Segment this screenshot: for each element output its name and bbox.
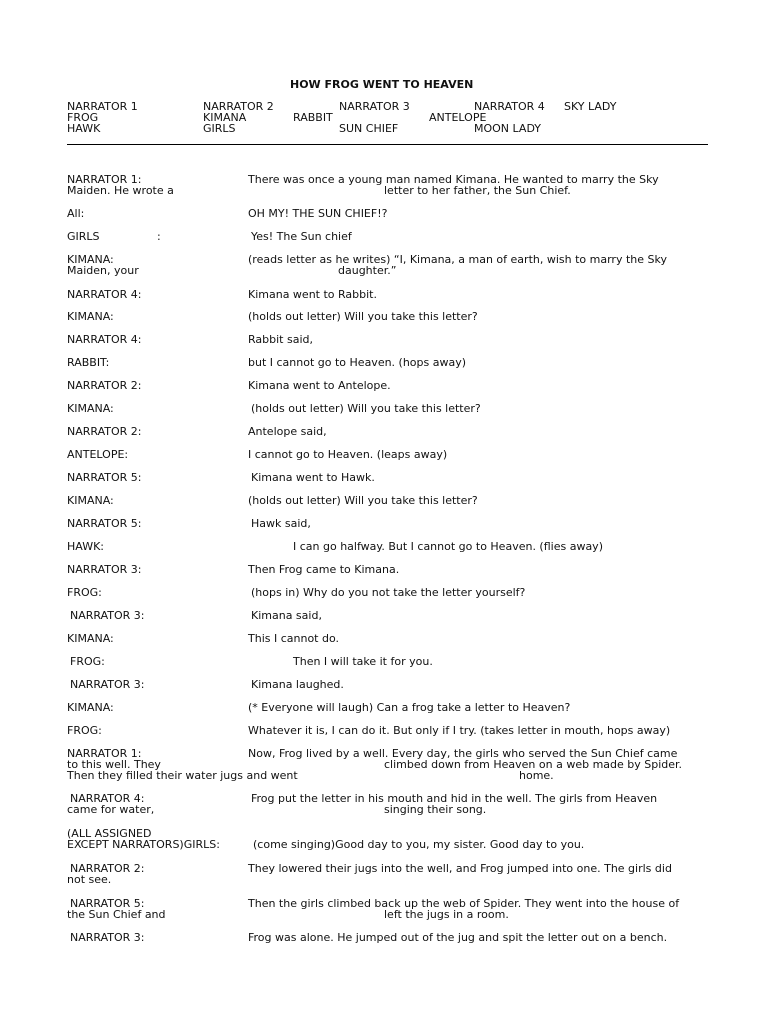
dialogue-line: Then the girls climbed back up the web of Spider. They went into the house of [248,897,680,910]
speaker-label: FROG: [67,586,102,599]
dialogue-line: (holds out letter) Will you take this letter? [248,494,478,507]
dialogue-line: They lowered their jugs into the well, and Frog jumped into one. The girls did [248,862,672,875]
speaker-label: All: [67,207,85,220]
speaker-label: NARRATOR 2: [67,425,142,438]
speaker-label: FROG: [70,655,105,668]
speaker-label: KIMANA: [67,253,114,266]
dialogue-line: Now, Frog lived by a well. Every day, the girls who served the Sun Chief came [248,747,678,760]
dialogue-line: (* Everyone will laugh) Can a frog take a letter to Heaven? [248,701,571,714]
dialogue-line-cont: climbed down from Heaven on a web made by Spider. [384,758,683,771]
cast-narrator-3: NARRATOR 3 [339,100,410,113]
dialogue-line: Kimana went to Hawk. [251,471,375,484]
dialogue-line-cont: daughter.” [338,264,397,277]
dialogue-line-wrap: Maiden. He wrote a [67,184,174,197]
cast-girls: GIRLS [203,122,236,135]
speaker-label: KIMANA: [67,632,114,645]
header-divider [67,144,708,145]
speaker-label: NARRATOR 2: [67,379,142,392]
speaker-colon: : [157,230,161,243]
dialogue-line: Then Frog came to Kimana. [248,563,400,576]
dialogue-line-wrap: Then they filled their water jugs and went [67,769,298,782]
dialogue-line: There was once a young man named Kimana. He wanted to marry the Sky [248,173,659,186]
dialogue-line: Hawk said, [251,517,311,530]
speaker-label: NARRATOR 5: [70,897,145,910]
dialogue-line-wrap: the Sun Chief and [67,908,166,921]
speaker-label: NARRATOR 4: [67,333,142,346]
dialogue-line: Kimana said, [251,609,322,622]
dialogue-line-wrap: not see. [67,873,112,886]
dialogue-line: OH MY! THE SUN CHIEF!? [248,207,388,220]
dialogue-line: This I cannot do. [248,632,340,645]
speaker-label: NARRATOR 1: [67,173,142,186]
speaker-label: NARRATOR 2: [70,862,145,875]
dialogue-line: Frog was alone. He jumped out of the jug and spit the letter out on a bench. [248,931,668,944]
cast-sky-lady: SKY LADY [564,100,617,113]
dialogue-line: Kimana laughed. [251,678,344,691]
page-title: HOW FROG WENT TO HEAVEN [290,78,474,91]
cast-narrator-4: NARRATOR 4 [474,100,545,113]
dialogue-line-cont: singing their song. [384,803,487,816]
speaker-label: ANTELOPE: [67,448,129,461]
cast-rabbit: RABBIT [293,111,333,124]
cast-antelope: ANTELOPE [429,111,487,124]
speaker-label: KIMANA: [67,310,114,323]
dialogue-line: Frog put the letter in his mouth and hid in the well. The girls from Heaven [251,792,658,805]
dialogue-line: (reads letter as he writes) “I, Kimana, a man of earth, wish to marry the Sky [248,253,667,266]
cast-narrator-1: NARRATOR 1 [67,100,138,113]
speaker-label: FROG: [67,724,102,737]
cast-kimana: KIMANA [203,111,247,124]
cast-sun-chief: SUN CHIEF [339,122,399,135]
speaker-label: HAWK: [67,540,104,553]
dialogue-line: (holds out letter) Will you take this letter? [248,310,478,323]
dialogue-line: Kimana went to Rabbit. [248,288,377,301]
cast-narrator-2: NARRATOR 2 [203,100,274,113]
speaker-label: NARRATOR 3: [70,931,145,944]
speaker-label: KIMANA: [67,494,114,507]
dialogue-line-wrap: to this well. They [67,758,161,771]
dialogue-line-cont: home. [519,769,554,782]
speaker-label: KIMANA: [67,701,114,714]
dialogue-line: Antelope said, [248,425,327,438]
dialogue-line-wrap: came for water, [67,803,155,816]
speaker-label: NARRATOR 4: [67,288,142,301]
speaker-label: RABBIT: [67,356,110,369]
dialogue-line: I can go halfway. But I cannot go to Heaven. (flies away) [293,540,603,553]
dialogue-line: (hops in) Why do you not take the letter yourself? [251,586,526,599]
dialogue-line: Then I will take it for you. [293,655,433,668]
speaker-label: (ALL ASSIGNED [67,827,152,840]
cast-moon-lady: MOON LADY [474,122,542,135]
dialogue-line-cont: left the jugs in a room. [384,908,509,921]
dialogue-line: Yes! The Sun chief [251,230,352,243]
dialogue-line: (holds out letter) Will you take this letter? [251,402,481,415]
speaker-label: NARRATOR 3: [70,678,145,691]
dialogue-line-cont: letter to her father, the Sun Chief. [384,184,571,197]
speaker-label: NARRATOR 1: [67,747,142,760]
dialogue-line: Kimana went to Antelope. [248,379,391,392]
dialogue-line: but I cannot go to Heaven. (hops away) [248,356,467,369]
speaker-label: NARRATOR 3: [70,609,145,622]
cast-frog: FROG [67,111,99,124]
dialogue-line-wrap: Maiden, your [67,264,139,277]
speaker-label: NARRATOR 5: [67,517,142,530]
dialogue-line: Rabbit said, [248,333,313,346]
speaker-label: NARRATOR 3: [67,563,142,576]
dialogue-line: Whatever it is, I can do it. But only if I try. (takes letter in mouth, hops away) [248,724,671,737]
cast-hawk: HAWK [67,122,101,135]
dialogue-line: I cannot go to Heaven. (leaps away) [248,448,448,461]
speaker-label: NARRATOR 4: [70,792,145,805]
speaker-label: KIMANA: [67,402,114,415]
speaker-label: NARRATOR 5: [67,471,142,484]
speaker-label: GIRLS [67,230,100,243]
dialogue-line: (come singing)Good day to you, my sister. Good day to you. [253,838,585,851]
speaker-label-cont: EXCEPT NARRATORS)GIRLS: [67,838,220,851]
